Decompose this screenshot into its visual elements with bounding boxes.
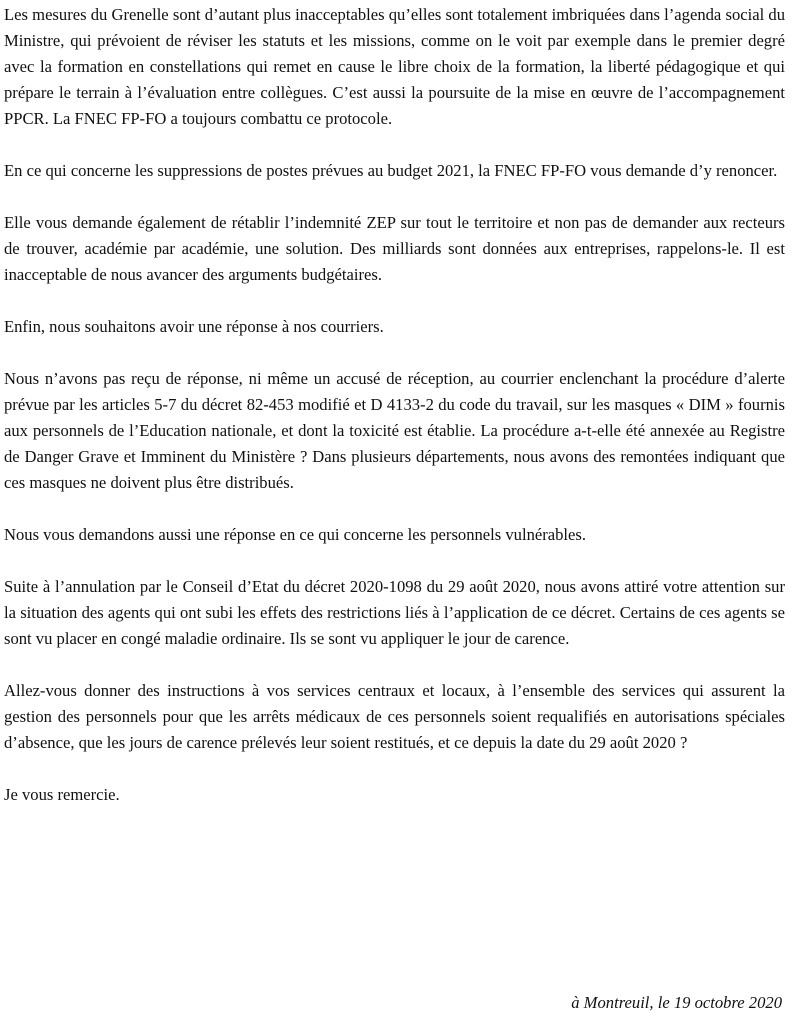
paragraph-remerciements: Je vous remercie. xyxy=(4,785,120,804)
paragraph-instructions-services: Allez-vous donner des instructions à vos services centraux et locaux, à l’ensemble des services qui assurent la gestion des personnels pour que les arrêts médicaux de ces personnels soient requalifiés en autorisations spéciales d’absence, que les jours de carence prélevés leur soient restitués, et ce depuis la date du 29 août 2020 ? xyxy=(4,681,785,752)
paragraph-masques-dim: Nous n’avons pas reçu de réponse, ni même un accusé de réception, au courrier enclenchant la procédure d’alerte prévue par les articles 5-7 du décret 82-453 modifié et D 4133-2 du code du travail, sur les masques « DIM » fournis aux personnels de l’Education nationale, et dont la toxicité est établie. La procédure a-t-elle été annexée au Registre de Danger Grave et Imminent du Ministère ? Dans plusieurs départements, nous avons des remontées indiquant que ces masques ne doivent plus être distribués. xyxy=(4,369,785,492)
signature-place-date: à Montreuil, le 19 octobre 2020 xyxy=(571,993,782,1012)
paragraph-personnels-vulnerables: Nous vous demandons aussi une réponse en ce qui concerne les personnels vulnérables. xyxy=(4,525,587,544)
paragraph-reponse-courriers: Enfin, nous souhaitons avoir une réponse à nos courriers. xyxy=(4,317,384,336)
paragraph-indemnite-zep: Elle vous demande également de rétablir l’indemnité ZEP sur tout le territoire et non pas de demander aux recteurs de trouver, académie par académie, une solution. Des milliards sont données aux entreprises, rappelons-le. Il est inacceptable de nous avancer des arguments budgétaires. xyxy=(4,213,785,284)
paragraph-grenelle: Les mesures du Grenelle sont d’autant plus inacceptables qu’elles sont totalement imbriquées dans l’agenda social du Ministre, qui prévoient de réviser les statuts et les missions, comme on le voit par exemple dans le premier degré avec la formation en constellations qui remet en cause le libre choix de la formation, la liberté pédagogique et qui prépare le terrain à l’évaluation entre collègues. C’est aussi la poursuite de la mise en œuvre de l’accompagnement PPCR. La FNEC FP-FO a toujours combattu ce protocole. xyxy=(4,5,785,128)
paragraph-conseil-etat: Suite à l’annulation par le Conseil d’Etat du décret 2020-1098 du 29 août 2020, nous avons attiré votre attention sur la situation des agents qui ont subi les effets des restrictions liés à l’application de ce décret. Certains de ces agents se sont vu placer en congé maladie ordinaire. Ils se sont vu appliquer le jour de carence. xyxy=(4,577,785,648)
paragraph-suppressions-postes: En ce qui concerne les suppressions de postes prévues au budget 2021, la FNEC FP-FO vous demande d’y renoncer. xyxy=(4,161,778,180)
